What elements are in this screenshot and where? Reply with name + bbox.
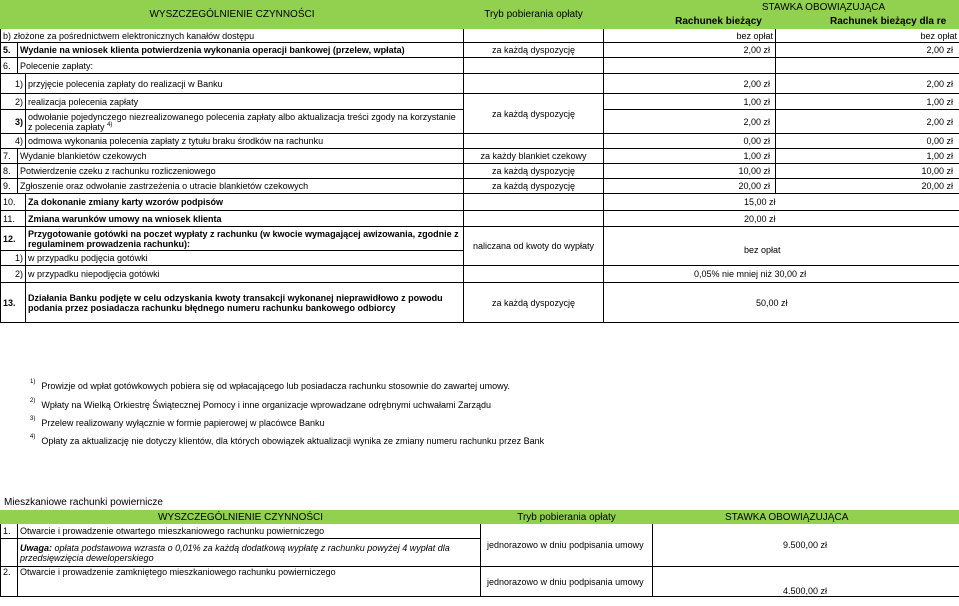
header-rate-2: STAWKA OBOWIĄZUJĄCA [653,511,959,524]
footnote-3: $^{3)}$ Przelew realizowany wyłącznie w formie papierowej w placówce Banku [30,416,325,428]
table-row: b) złożone za pośrednictwem elektronicznych kanałów dostępu bez opłat bez opłat [1,29,959,43]
escrow-table [0,510,959,597]
table-row: 1) w przypadku podjęcia gotówki [1,251,959,266]
header-rate: STAWKA OBOWIĄZUJĄCA [604,1,959,15]
table-row: 1) przyjęcie polecenia zapłaty do realizacji w Banku 2,00 zł 2,00 zł [1,74,959,94]
header-activity: WYSZCZEGÓLNIENIE CZYNNOŚCI [1,1,464,29]
table-row: 2. Otwarcie i prowadzenie zamkniętego mieszkaniowego rachunku powierniczego jednorazowo w dniu podpisania umowy 4.500,00 zł [1,567,959,597]
footnote-2: $^{2)}$ Wpłaty na Wielką Orkiestrę Świątecznej Pomocy i inne organizacje wprowadzane odrębnymi uchwałami Zarządu [30,398,492,410]
header-mode: Tryb pobierania opłaty [464,1,604,29]
table-row: 10. Za dokonanie zmiany karty wzorów podpisów 15,00 zł [1,194,959,211]
table-row: 1. Otwarcie i prowadzenie otwartego mieszkaniowego rachunku powierniczego jednorazowo w dniu podpisania umowy 9.500,00 zł [1,524,959,539]
table-row: 7. Wydanie blankietów czekowych za każdy blankiet czekowy 1,00 zł 1,00 zł [1,149,959,164]
header-activity-2: WYSZCZEGÓLNIENIE CZYNNOŚCI [1,511,481,524]
header-mode-2: Tryb pobierania opłaty [481,511,653,524]
footnote-4: $^{4)}$ Opłaty za aktualizację nie dotyczy klientów, dla których obowiązek aktualizacji wynika ze zmiany numeru rachunku przez Bank [30,434,545,446]
table-row: 9. Zgłoszenie oraz odwołanie zastrzeżenia o utracie blankietów czekowych za każdą dyspozycję 20,00 zł 20,00 zł [1,179,959,194]
table-row: 5. Wydanie na wniosek klienta potwierdzenia wykonania operacji bankowej (przelew, wpłata) za każdą dyspozycję 2,00 zł 2,00 zł [1,43,959,58]
table-row: 3) odwołanie pojedynczego niezrealizowanego polecenia zapłaty albo aktualizacja treści zgody na korzystanie z polecenia zapłaty $^{4)}$ 2,00 zł 2,00 zł [1,110,959,134]
header-rate-current: Rachunek bieżący [604,15,776,29]
table-row: 11. Zmiana warunków umowy na wniosek klienta 20,00 zł [1,211,959,227]
table-row: 4) odmowa wykonania polecenia zapłaty z tytułu braku środków na rachunku 0,00 zł 0,00 zł [1,134,959,149]
table-row: 2) realizacja polecenia zapłaty za każdą dyspozycję 1,00 zł 1,00 zł [1,94,959,110]
section-title: Mieszkaniowe rachunki powiernicze [4,497,163,508]
footnote-1: $^{1)}$ Prowizje od wpłat gotówkowych pobiera się od wpłacającego lub posiadacza rachunku stosownie do zawartej umowy. [30,379,510,391]
header-rate-current-2: Rachunek bieżący dla re [776,15,959,29]
table-row: 8. Potwierdzenie czeku z rachunku rozliczeniowego za każdą dyspozycję 10,00 zł 10,00 zł [1,164,959,179]
table-row: Uwaga: opłata podstawowa wzrasta o 0,01% za każdą dodatkową wypłatę z rachunku powyżej 4 wypłat dla przedsięwzięcia deweloperskiego [1,539,959,567]
table-row: 2) w przypadku niepodjęcia gotówki 0,05% nie mniej niż 30,00 zł [1,266,959,283]
table-row: 6. Polecenie zapłaty: [1,58,959,74]
table-row: 13. Działania Banku podjęte w celu odzyskania kwoty transakcji wykonanej nieprawidłowo z powodu podania przez posiadacza rachunku błędnego numeru rachunku bankowego odbiorcy za każdą dyspozycję 50,00 zł [1,283,959,323]
table-row: 12. Przygotowanie gotówki na poczet wypłaty z rachunku (w kwocie wymagającej awizowania, zgodnie z regulaminem prowadzenia rachunku): naliczana od kwoty do wypłaty bez opłat [1,227,959,251]
